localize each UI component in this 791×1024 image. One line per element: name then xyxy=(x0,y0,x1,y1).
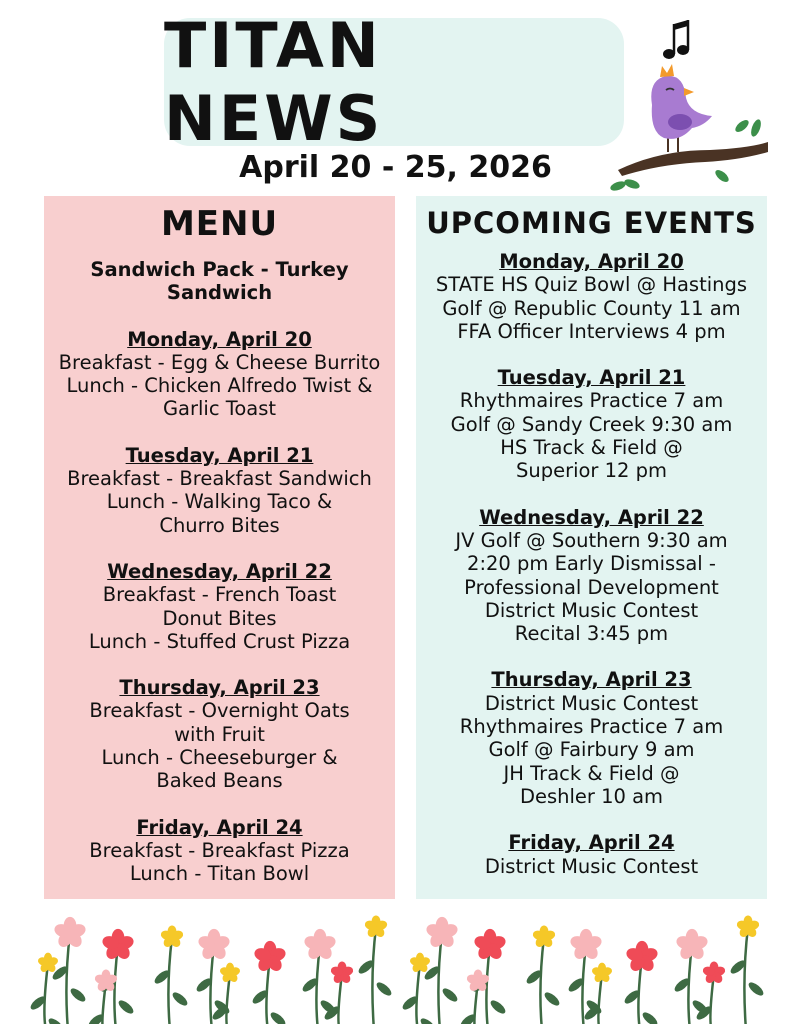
flower-icon xyxy=(623,941,660,1024)
events-day-heading: Tuesday, April 21 xyxy=(497,366,686,390)
menu-line: Breakfast - Overnight Oats xyxy=(89,699,350,723)
menu-day-tuesday xyxy=(44,444,395,537)
menu-title: MENU xyxy=(160,204,279,244)
events-body xyxy=(416,250,767,878)
music-note-icon xyxy=(663,20,689,59)
events-day-heading: Thursday, April 23 xyxy=(491,668,692,692)
event-line: Rhythmaires Practice 7 am xyxy=(459,715,724,739)
event-line: FFA Officer Interviews 4 pm xyxy=(457,319,726,343)
menu-line: Baked Beans xyxy=(156,769,283,793)
event-line: Professional Development xyxy=(464,575,719,599)
event-line: Golf @ Sandy Creek 9:30 am xyxy=(450,412,733,436)
sandwich-pack-line: Sandwich Pack - Turkey xyxy=(90,258,349,281)
flower-icon xyxy=(729,916,766,1024)
menu-line: Breakfast - Breakfast Pizza xyxy=(89,838,350,862)
events-day-monday xyxy=(416,250,767,343)
event-line: Deshler 10 am xyxy=(519,784,664,808)
flower-border xyxy=(0,905,791,1024)
events-day-wednesday xyxy=(416,506,767,646)
flower-icon xyxy=(153,926,190,1024)
menu-day-heading: Wednesday, April 22 xyxy=(107,559,332,583)
date-range: April 20 - 25, 2026 xyxy=(239,150,552,185)
flower-icon xyxy=(211,963,248,1024)
menu-line: with Fruit xyxy=(174,722,265,746)
events-day-friday xyxy=(416,831,767,878)
menu-day-heading: Tuesday, April 21 xyxy=(125,443,314,467)
menu-line: Donut Bites xyxy=(162,606,277,630)
title-banner xyxy=(164,9,624,155)
event-line: Golf @ Fairbury 9 am xyxy=(488,738,695,762)
flower-icon xyxy=(251,941,288,1024)
event-line: Superior 12 pm xyxy=(515,459,668,483)
menu-day-thursday xyxy=(44,676,395,792)
menu-line: Breakfast - French Toast xyxy=(102,583,337,607)
event-line: District Music Contest xyxy=(484,854,699,878)
event-line: HS Track & Field @ xyxy=(500,436,683,460)
flower-icon xyxy=(87,970,124,1024)
flower-icon xyxy=(323,962,360,1024)
menu-line: Lunch - Chicken Alfredo Twist & xyxy=(66,374,373,398)
event-line: District Music Contest xyxy=(484,598,699,622)
event-line: 2:20 pm Early Dismissal - xyxy=(467,552,716,576)
menu-body xyxy=(44,258,395,886)
event-line: Golf @ Republic County 11 am xyxy=(442,296,741,320)
menu-line: Lunch - Walking Taco & xyxy=(106,490,333,514)
sandwich-pack-line: Sandwich xyxy=(166,281,273,305)
flower-icon xyxy=(51,917,88,1024)
event-line: JV Golf @ Southern 9:30 am xyxy=(455,528,728,552)
page-title: TITAN NEWS xyxy=(164,9,384,155)
menu-day-monday xyxy=(44,328,395,421)
menu-day-friday xyxy=(44,816,395,886)
menu-panel xyxy=(44,196,395,899)
menu-day-heading: Thursday, April 23 xyxy=(119,676,320,700)
flower-icon xyxy=(525,926,562,1024)
flower-icon xyxy=(29,953,66,1024)
menu-line: Lunch - Titan Bowl xyxy=(129,862,310,886)
event-line: Recital 3:45 pm xyxy=(514,622,669,646)
flower-icon xyxy=(695,962,732,1024)
menu-line: Lunch - Stuffed Crust Pizza xyxy=(88,629,351,653)
events-day-heading: Friday, April 24 xyxy=(508,831,675,855)
events-day-tuesday xyxy=(416,366,767,482)
events-day-heading: Wednesday, April 22 xyxy=(479,505,704,529)
bird-icon xyxy=(651,64,712,152)
menu-line: Breakfast - Egg & Cheese Burrito xyxy=(58,350,381,374)
events-day-heading: Monday, April 20 xyxy=(499,250,684,273)
menu-day-heading: Friday, April 24 xyxy=(136,815,303,839)
flower-icon xyxy=(583,963,620,1024)
event-line: JH Track & Field @ xyxy=(503,761,680,785)
menu-day-heading: Monday, April 20 xyxy=(127,327,312,351)
event-line: STATE HS Quiz Bowl @ Hastings xyxy=(435,273,748,297)
event-line: District Music Contest xyxy=(484,691,699,715)
flower-icon xyxy=(459,970,496,1024)
menu-line: Churro Bites xyxy=(159,513,280,537)
menu-line: Lunch - Cheeseburger & xyxy=(101,746,338,770)
events-title: UPCOMING EVENTS xyxy=(426,206,757,240)
menu-line: Breakfast - Breakfast Sandwich xyxy=(67,467,372,491)
events-panel xyxy=(416,196,767,899)
sandwich-pack xyxy=(44,258,395,305)
menu-line: Garlic Toast xyxy=(162,397,277,421)
flower-icon xyxy=(423,917,460,1024)
event-line: Rhythmaires Practice 7 am xyxy=(459,389,724,413)
events-day-thursday xyxy=(416,668,767,808)
flower-icon xyxy=(401,953,438,1024)
menu-day-wednesday xyxy=(44,560,395,653)
flower-icon xyxy=(357,916,394,1024)
